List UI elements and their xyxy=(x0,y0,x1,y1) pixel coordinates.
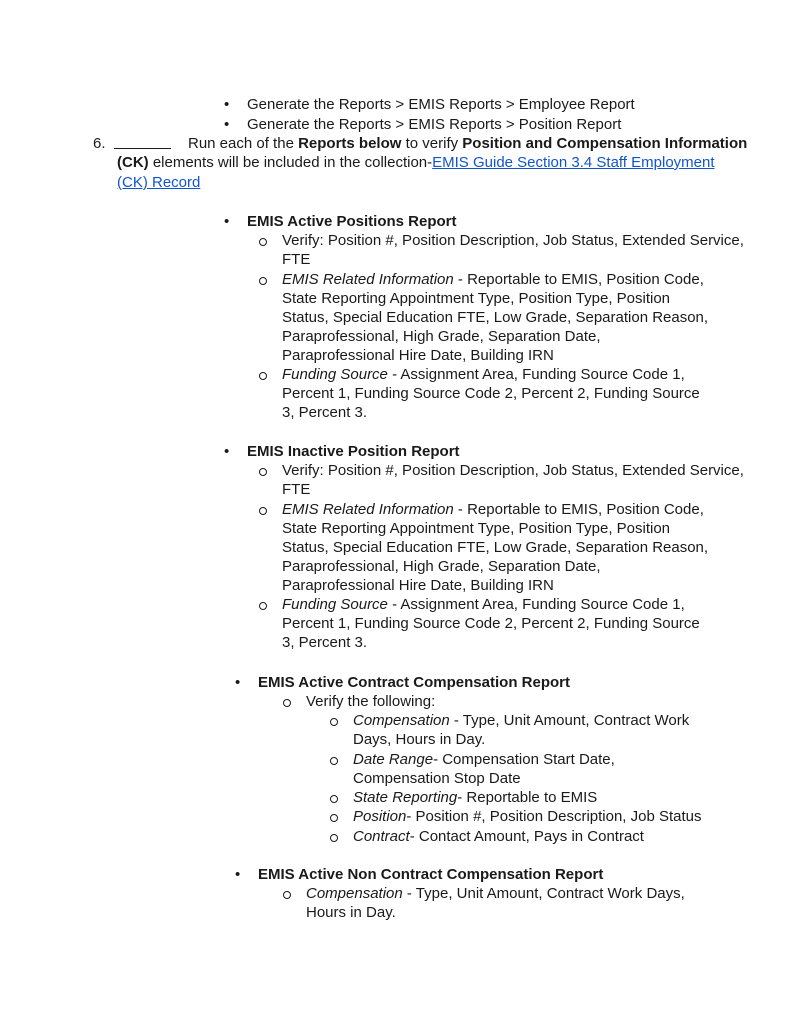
related-info: EMIS Related Information - Reportable to EMIS, Position Code, xyxy=(282,501,704,518)
related-info-cont: Paraprofessional Hire Date, Building IRN xyxy=(282,347,554,364)
report-title: EMIS Active Positions Report xyxy=(247,213,457,230)
funding-source: Funding Source - Assignment Area, Funding Source Code 1, xyxy=(282,366,685,383)
date-range-item: Date Range- Compensation Start Date, xyxy=(353,751,615,768)
related-info-cont: Status, Special Education FTE, Low Grade, Separation Reason, xyxy=(282,539,709,556)
funding-source-cont: Percent 1, Funding Source Code 2, Percent 2, Funding Source xyxy=(282,615,700,632)
related-info-cont: State Reporting Appointment Type, Position Type, Position xyxy=(282,290,671,307)
date-range-item-cont: Compensation Stop Date xyxy=(353,770,521,787)
circle-bullet-icon xyxy=(330,795,338,803)
related-info-cont: Paraprofessional, High Grade, Separation Date, xyxy=(282,328,601,345)
emis-guide-link[interactable]: EMIS Guide Section 3.4 Staff Employment xyxy=(432,154,715,171)
compensation-item-cont: Hours in Day. xyxy=(306,904,396,921)
intro-item: Generate the Reports > EMIS Reports > Position Report xyxy=(247,116,622,133)
state-reporting-item: State Reporting- Reportable to EMIS xyxy=(353,789,598,806)
report-title: EMIS Inactive Position Report xyxy=(247,443,460,460)
related-info-cont: State Reporting Appointment Type, Position Type, Position xyxy=(282,520,671,537)
bullet-icon: • xyxy=(224,116,230,133)
step-instruction-line2: (CK) elements will be included in the collection-EMIS Guide Section 3.4 Staff Employment xyxy=(117,154,715,171)
bullet-icon: • xyxy=(224,96,230,113)
circle-bullet-icon xyxy=(259,468,267,476)
circle-bullet-icon xyxy=(259,238,267,246)
report-title: EMIS Active Contract Compensation Report xyxy=(258,674,570,691)
funding-source-cont: 3, Percent 3. xyxy=(282,404,368,421)
related-info: EMIS Related Information - Reportable to EMIS, Position Code, xyxy=(282,271,704,288)
verify-text-cont: FTE xyxy=(282,251,311,268)
checkoff-blank xyxy=(114,134,171,149)
circle-bullet-icon xyxy=(330,834,338,842)
verify-text: Verify: Position #, Position Description, Job Status, Extended Service, xyxy=(282,232,744,249)
circle-bullet-icon xyxy=(259,277,267,285)
circle-bullet-icon xyxy=(259,372,267,380)
related-info-cont: Status, Special Education FTE, Low Grade, Separation Reason, xyxy=(282,309,709,326)
verify-text: Verify the following: xyxy=(306,693,436,710)
verify-text: Verify: Position #, Position Description, Job Status, Extended Service, xyxy=(282,462,744,479)
compensation-item: Compensation - Type, Unit Amount, Contract Work xyxy=(353,712,690,729)
position-item: Position- Position #, Position Description, Job Status xyxy=(353,808,702,825)
bullet-icon: • xyxy=(235,674,241,691)
related-info-cont: Paraprofessional Hire Date, Building IRN xyxy=(282,577,554,594)
circle-bullet-icon xyxy=(259,602,267,610)
intro-item: Generate the Reports > EMIS Reports > Employee Report xyxy=(247,96,635,113)
contract-item: Contract- Contact Amount, Pays in Contract xyxy=(353,828,644,845)
circle-bullet-icon xyxy=(330,718,338,726)
circle-bullet-icon xyxy=(259,507,267,515)
emis-guide-link-cont[interactable]: (CK) Record xyxy=(117,174,201,191)
bullet-icon: • xyxy=(224,213,230,230)
funding-source-cont: 3, Percent 3. xyxy=(282,634,368,651)
circle-bullet-icon xyxy=(330,814,338,822)
compensation-item: Compensation - Type, Unit Amount, Contract Work Days, xyxy=(306,885,685,902)
funding-source-cont: Percent 1, Funding Source Code 2, Percent 2, Funding Source xyxy=(282,385,700,402)
funding-source: Funding Source - Assignment Area, Funding Source Code 1, xyxy=(282,596,685,613)
bullet-icon: • xyxy=(235,866,241,883)
compensation-item-cont: Days, Hours in Day. xyxy=(353,731,486,748)
bullet-icon: • xyxy=(224,443,230,460)
verify-text-cont: FTE xyxy=(282,481,311,498)
circle-bullet-icon xyxy=(283,891,291,899)
circle-bullet-icon xyxy=(283,699,291,707)
step-number: 6. xyxy=(93,135,106,152)
report-title: EMIS Active Non Contract Compensation Report xyxy=(258,866,604,883)
circle-bullet-icon xyxy=(330,757,338,765)
step-instruction: Run each of the Reports below to verify Position and Compensation Information xyxy=(188,135,748,152)
related-info-cont: Paraprofessional, High Grade, Separation Date, xyxy=(282,558,601,575)
